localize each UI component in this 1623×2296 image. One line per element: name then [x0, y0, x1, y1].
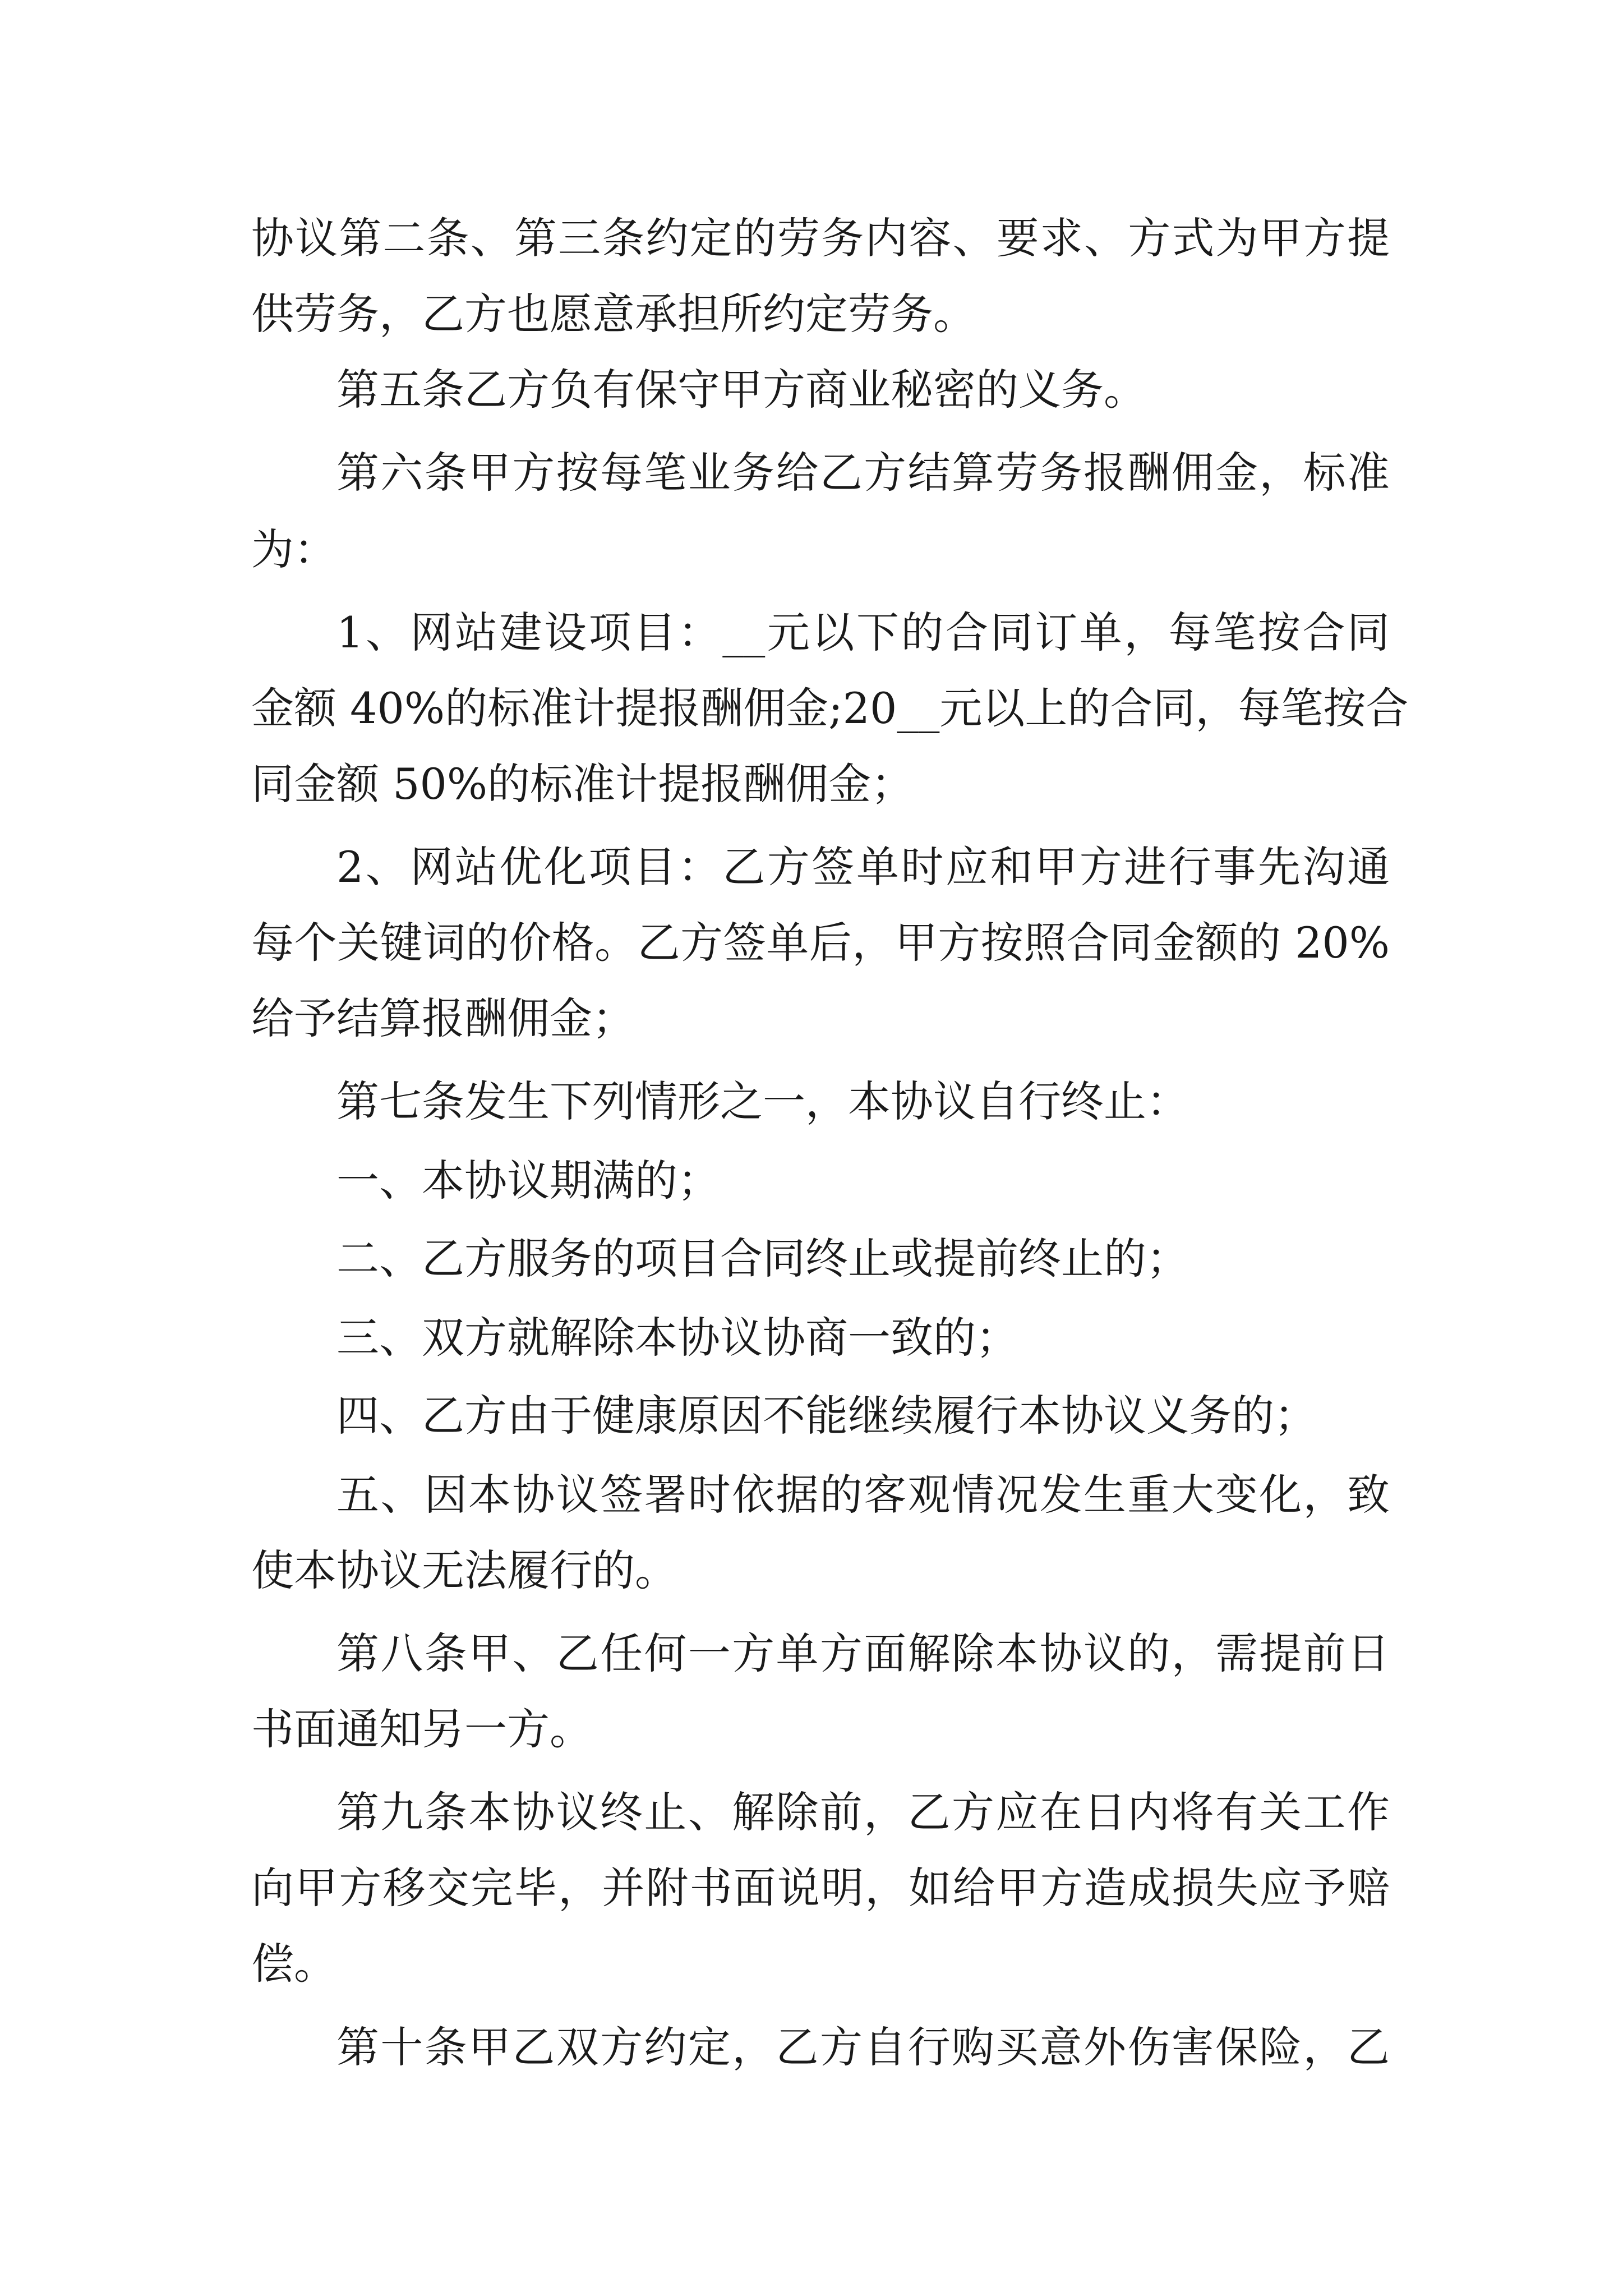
text-line: 金额 40%的标准计提报酬佣金;20__元以上的合同，每笔按合	[251, 683, 1409, 733]
text-line: 2、网站优化项目：乙方签单时应和甲方进行事先沟通	[336, 842, 1390, 892]
text-line: 使本协议无法履行的。	[251, 1545, 677, 1595]
text-line: 为：	[251, 524, 336, 574]
text-line: 向甲方移交完毕，并附书面说明，如给甲方造成损失应予赔	[251, 1863, 1390, 1913]
text-line: 第八条甲、乙任何一方单方面解除本协议的，需提前日	[336, 1628, 1390, 1678]
text-line: 一、本协议期满的；	[336, 1156, 720, 1205]
text-line: 协议第二条、第三条约定的劳务内容、要求、方式为甲方提	[251, 213, 1390, 263]
text-line: 每个关键词的价格。乙方签单后，甲方按照合同金额的 20%	[251, 918, 1390, 968]
text-line: 第七条发生下列情形之一，本协议自行终止：	[336, 1076, 1189, 1126]
text-line: 第九条本协议终止、解除前，乙方应在日内将有关工作	[336, 1787, 1390, 1837]
text-line: 第五条乙方负有保守甲方商业秘密的义务。	[336, 365, 1146, 415]
text-line: 同金额 50%的标准计提报酬佣金；	[251, 759, 914, 809]
text-line: 四、乙方由于健康原因不能继续履行本协议义务的；	[336, 1391, 1317, 1441]
text-line: 第十条甲乙双方约定，乙方自行购买意外伤害保险，乙	[336, 2022, 1390, 2072]
text-line: 二、乙方服务的项目合同终止或提前终止的；	[336, 1234, 1189, 1283]
text-line: 第六条甲方按每笔业务给乙方结算劳务报酬佣金，标准	[336, 448, 1390, 498]
text-line: 给予结算报酬佣金；	[251, 993, 635, 1043]
text-line: 供劳务，乙方也愿意承担所约定劳务。	[251, 289, 976, 339]
text-line: 1、网站建设项目：__元以下的合同订单，每笔按合同	[336, 608, 1390, 657]
text-line: 书面通知另一方。	[251, 1704, 592, 1754]
text-line: 偿。	[251, 1939, 336, 1989]
text-line: 三、双方就解除本协议协商一致的；	[336, 1313, 1018, 1363]
text-line: 五、因本协议签署时依据的客观情况发生重大变化，致	[336, 1470, 1390, 1520]
